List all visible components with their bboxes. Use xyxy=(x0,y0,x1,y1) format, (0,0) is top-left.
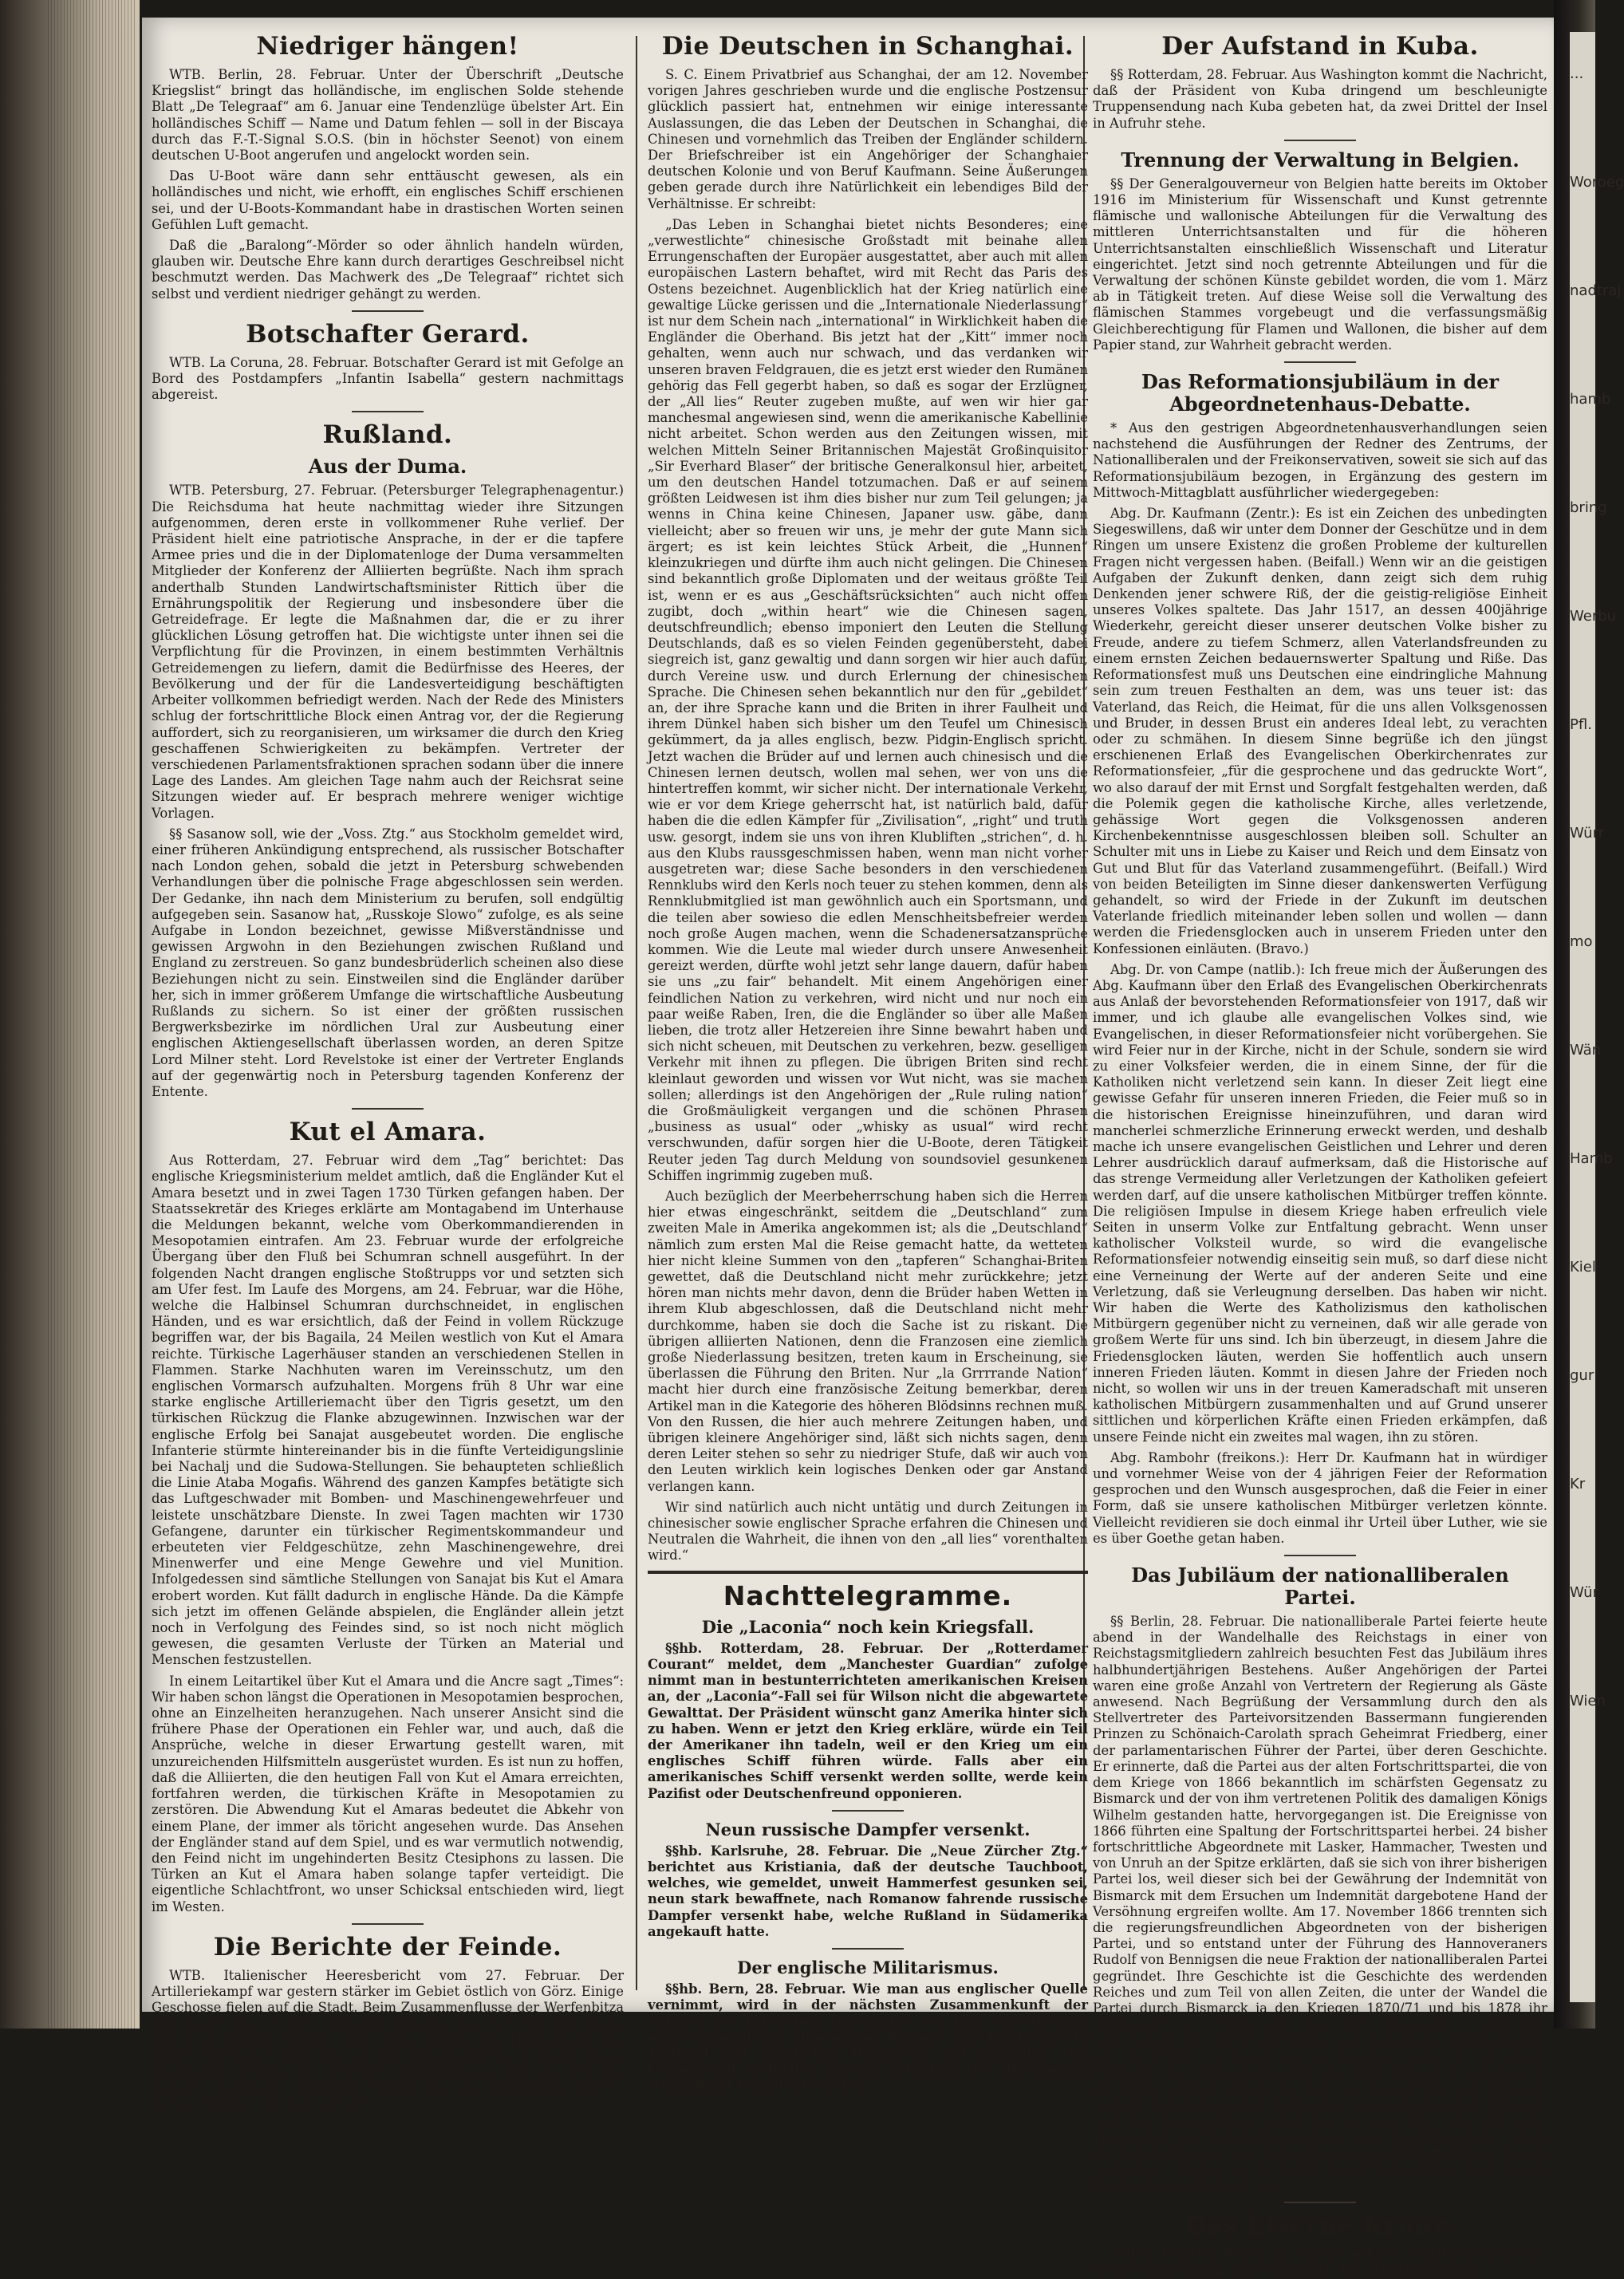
paragraph: WTB. La Coruna, 28. Februar. Botschafter Gerard ist mit Gefolge an Bord des Postdampfers „Infantin Isabella“ gestern nachmittags abgereist. xyxy=(152,354,624,403)
adjacent-page-fragment: ... xyxy=(1570,65,1584,82)
headline: Botschafter Gerard. xyxy=(246,319,530,349)
adjacent-page-fragment: Hamb xyxy=(1570,1150,1613,1167)
column-right xyxy=(1093,30,1547,2278)
headline: Das Reformationsjubiläum in der Abgeordnetenhaus-Debatte. xyxy=(1141,370,1500,416)
divider xyxy=(1284,361,1356,363)
divider xyxy=(352,1108,424,1110)
paragraph: §§hb. Bern, 28. Februar. Wie man aus englischer Quelle vernimmt, wird in der nächsten Zusammenkunft der Spitzen des britischen Imperiums der Plan zur Bildung einer einheitlichen allgemeinen Wasser-, und Landarmee in England und sämtlichen Dominions mit Einschluß von Canada und Australien auf dem Grundsatz der allgemeinen Wehrpflicht vorgelegt werden. xyxy=(648,1981,1088,2094)
headline: Das Eiserne Kreuz. xyxy=(1184,2211,1456,2241)
adjacent-page-fragment: Kiel xyxy=(1570,1259,1596,1276)
adjacent-page-fragment: Wür xyxy=(1570,1584,1598,1601)
paragraph: Abg. Dr. von Campe (natlib.): Ich freue mich der Äußerungen des Abg. Kaufmann über den Erlaß des Evangelischen Oberkirchenrats aus Anlaß der bevorstehenden Reformationsfeier von 1917, daß wir immer, und ich glaube alle evangelischen Volkes sind, wie Evangelischen, in dieser Reformationsfeier nicht vorübergehen. Sie wird Feier nur in der Kirche, nicht in der Schule, sondern sie wird zu einer Volksfeier werden, die in einem Sinne, der für die Katholiken nicht verletzend sein kann. In dieser Zeit liegt eine gewisse Gefahr für unseren inneren Frieden, die Feier muß so in die historischen Ereignisse hineinzuführen, und daran wird mancherlei schmerzliche Erinnerung erweckt werden, und deshalb mache ich unsere evangelischen Geistlichen und Lehrer und deren Lehrer ausdrücklich darauf aufmerksam, daß die Historische auf das strenge Vermeidung aller Verletzungen der Katholiken gefeiert werden darf, auf die unsere katholischen Mitbürger treffen könnte. Die religiösen Impulse in diesem Kriege haben erfreulich viele Seiten in unserm Volke zur Entfaltung gebracht. Wenn unser katholischer Volksteil wurde, so wird die evangelische Reformationsfeier notwendig einseitig sein muß, so darf diese nicht eine Verneinung der Werte auf der anderen Seite und eine Verletzung, daß sie Verleugnung derselben. Das haben wir nicht. Wir haben die Werte des Katholizismus den katholischen Mitbürgern gegenüber nicht zu verneinen, daß wir alle gerade von großem Werte für uns sind. Ich bin überzeugt, in diesem Jahre die Friedensglocken läuten, werden Sie hoffentlich auch unsern inneren Frieden läuten. Kommt in diesen Jahre der Frieden noch nicht, so wollen wir uns in der treuen Kameradschaft mit unseren katholischen Mitbürgern zusammenhalten und auf Grund unserer sittlichen und körperlichen Kräfte einen Frieden erkämpfen, daß unsere Feinde nicht ein zweites mal wagen, ihn zu stören. xyxy=(1093,961,1547,1445)
divider xyxy=(1284,2202,1356,2203)
paragraph: * Das Eiserne Kreuz 2. Klasse erhielt: Molkereiverwalter Gefr. Franz Simon aus Grafenort, Kr. Habelschwerdt. xyxy=(1093,2246,1547,2278)
paragraph: WTB. Italienischer Heeresbericht vom 27. Februar. Der Artilleriekampf war gestern stärker im Gebiet östlich von Görz. Einige Geschosse fielen auf die Stadt. Beim Zusammenflusse der Werfenbitza und des Frigido an dem östlichen Abhange des Fajti wurden unsere Linien zu nähren, wurden aber abgeschlagen. Am Nordabhang des Monte San Marco drang eine unserer Abteilungen überraschend in die feindlichen Gräben ein, zerstörte Einrichtungen und ein Teil des Feindes. Feindliche Flugzeuge warfen Bomben auf Ballone (Karst). Einige Personen wurden verletzt. xyxy=(152,1967,624,2112)
column-left xyxy=(152,30,624,2112)
headline: Das Jubiläum der nationalliberalen Partei. xyxy=(1131,1563,1509,1610)
paragraph: §§hb. Rotterdam, 28. Februar. Der „Rotterdamer Courant“ meldet, dem „Manchester Guardian“ zufolge nimmt man in bestunterrichteten amerikanischen Kreisen an, der „Laconia“-Fall sei für Wilson nicht die abgewartete Gewalttat. Der Präsident wünscht ganz Amerika hinter sich zu haben. Wenn er jetzt den Krieg erkläre, würde ein Teil der Amerikaner ihn tadeln, weil er den Krieg um ein englisches Schiff führen würde. Falls aber ein amerikanisches Schiff versenkt werden sollte, werde kein Pazifist oder Deutschenfreund opponieren. xyxy=(648,1640,1088,1801)
adjacent-page-fragment: nadtraj xyxy=(1570,282,1622,299)
headline: Die Deutschen in Schanghai. xyxy=(661,32,1074,61)
paragraph: §§ Sasanow soll, wie der „Voss. Ztg.“ aus Stockholm gemeldet wird, einer früheren Ankündigung entsprechend, als russischer Botschafter nach London gehen, sobald die jetzt in Petersburg schwebenden Verhandlungen über die polnische Frage abgeschlossen sein werden. Der Gedanke, ihn nach dem Ministerium zu berufen, soll endgültig aufgegeben sein. Sasanow hat, „Russkoje Slowo“ zufolge, es als seine Aufgabe in London bezeichnet, gewisse Mißverständnisse und gewissen Argwohn in den Beziehungen zwischen Rußland und England zu zerstreuen. So ganz bundesbrüderlich scheinen also diese Beziehungen nicht zu sein. Einstweilen sind die Engländer darüber her, sich in immer größerem Umfange die wirtschaftliche Ausbeutung Rußlands zu sichern. So ist einer der größten russischen Bergwerksbezirke im nördlichen Ural zur Ausbeutung einer englischen Aktiengesellschaft überlassen worden, an deren Spitze Lord Milner steht. Lord Revelstoke ist einer der Vertreter Englands auf der gegenwärtig noch in Petersburg tagenden Konferenz der Entente. xyxy=(152,826,624,1099)
paragraph: Das U-Boot wäre dann sehr enttäuscht gewesen, als ein holländisches und nicht, wie erhofft, ein englisches Schiff erschienen sei, und der U-Boots-Kommandant habe in drastischen Worten seinen Gefühlen Luft gemacht. xyxy=(152,168,624,232)
paragraph: Auch bezüglich der Meerbeherrschung haben sich die Herren hier etwas eingeschränkt, seitdem die „Deutschland“ zum zweiten Male in Amerika angekommen ist; als die „Deutschland“ nämlich zum ersten Mal die Reise gemacht hatte, da wetteten hier nicht kleine Summen von den „tapferen“ Schanghai-Briten gewettet, daß die Deutschland nicht mehr zurückkehre; jetzt hören man nichts mehr davon, denn die Brüder haben Wetten in ihrem Klub abgeschlossen, daß die Deutschland nicht mehr durchkomme, haben sie doch die Sache ist zu riskant. Die übrigen alliierten Nationen, denn die Franzosen eine ziemlich große Niederlassung besitzen, treten kaum in Erscheinung, sie überlassen die Führung den Briten. Nur „la Grrrrande Nation“ macht hier durch eine französische Zeitung bemerkbar, deren Artikel man in die Kategorie des höheren Blödsinns rechnen muß. Von den Russen, die hier auch mehrere Zeitungen haben, und übrigen kleinere Angehöriger sind, läßt sich nichts sagen, denn deren Leiter stehen so sehr zu niedriger Stufe, daß wir auch von den Leuten wirklich kein logisches Denken oder gar Anstand verlangen kann. xyxy=(648,1189,1088,1494)
adjacent-page-fragment: Würr xyxy=(1570,825,1605,842)
paragraph: Wir sind natürlich auch nicht untätig und durch Zeitungen in chinesischer sowie englischer Sprache erfahren die Chinesen und Neutralen die Wahrheit, die ihnen von den „all lies“ vorenthalten wird.“ xyxy=(648,1499,1088,1563)
paragraph: Aus Rotterdam, 27. Februar wird dem „Tag“ berichtet: Das englische Kriegsministerium meldet amtlich, daß die Engländer Kut el Amara besetzt und in zwei Tagen 1730 Türken gefangen haben. Der Staatssekretär des Krieges erklärte am Montagabend im Unterhause die Meldungen bekannt, welche vom Oberkommandierenden in Mesopotamien eintrafen. Am 23. Februar wurde der erfolgreiche Übergang über den Fluß bei Schumran schnell ausgeführt. In der folgenden Nacht drangen englische Stoßtrupps vor und setzten sich am Ufer fest. Im Laufe des Morgens, am 24. Februar, war die Höhe, welche die Halbinsel Schumran durchschneidet, in englischen Händen, und es war ersichtlich, daß der Feind in vollem Rückzuge begriffen war, der bis Bagaila, 24 Meilen westlich von Kut el Amara reichte. Türkische Lagerhäuser standen an verschiedenen Stellen in Flammen. Starke Nachhuten waren im Vereinsschutz, um den englischen Vormarsch aufzuhalten. Morgens früh 8 Uhr war eine starke englische Artilleriemacht über den Tigris gesetzt, um den türkischen Rückzug die Flanke abzugewinnen. Inzwischen war der englische Erfolg bei Sanajat ausgebeutet worden. Die englische Infanterie stürmte hintereinander bis in die fünfte Verteidigungslinie bei Nachalj und die Sudowa-Stellungen. Sie behaupteten schließlich die Linie Ataba Mogafis. Während des ganzen Kampfes betätigte sich das Luftgeschwader mit Bomben- und Maschinengewehrfeuer und leistete unschätzbare Dienste. In zwei Tagen machten wir 1730 Gefangene, darunter ein türkischer Regimentskommandeur und erbeuteten vier Feldgeschütze, zehn Maschinengewehre, drei Minenwerfer und eine Menge Gewehre und viel Munition. Infolgedessen sind sämtliche Stellungen von Sanajat bis Kut el Amara erobert worden. Kut fällt dadurch in englische Hände. Da die Kämpfe sich jetzt im offenen Gelände abspielen, die Engländer allein jetzt noch in Verfolgung des Feindes sind, so ist noch nicht möglich gewesen, die gesamten Verluste der Türken an Material und Menschen festzustellen. xyxy=(152,1153,624,1668)
section-rule xyxy=(648,1571,1088,1574)
headline: Trennung der Verwaltung in Belgien. xyxy=(1121,148,1520,172)
headline: Neun russische Dampfer versenkt. xyxy=(705,1819,1031,1839)
headline: Die „Laconia“ noch kein Kriegsfall. xyxy=(701,1616,1035,1637)
section-banner: Nachttelegramme. xyxy=(723,1579,1013,1611)
paragraph: Daß die „Baralong“-Mörder so oder ähnlich handeln würden, glauben wir. Deutsche Ehre kann durch derartiges Geschreibsel nicht beschmutzt werden. Das Machwerk des „De Telegraaf“ richtet sich selbst und verdient niedriger gehängt zu werden. xyxy=(152,238,624,302)
column-middle xyxy=(648,30,1088,2094)
adjacent-page-fragment: hamb xyxy=(1570,391,1611,408)
adjacent-page-fragment: bring xyxy=(1570,499,1607,516)
adjacent-page-fragment: Wän xyxy=(1570,1042,1602,1059)
adjacent-page-fragment: Kr xyxy=(1570,1476,1586,1492)
headline: Der Aufstand in Kuba. xyxy=(1161,32,1479,61)
headline: Die Berichte der Feinde. xyxy=(213,1932,562,1962)
adjacent-page-fragment: gur xyxy=(1570,1367,1594,1384)
paragraph: * Aus den gestrigen Abgeordnetenhausverhandlungen seien nachstehend die Ausführungen der Redner des Zentrums, der Nationalliberalen und der Freikonservativen, soweit sie sich auf das Reformationsjubiläum bezogen, in Ergänzung des gestern im Mittwoch-Mittagblatt ausführlicher wiedergegeben: xyxy=(1093,420,1547,500)
paragraph: WTB. Berlin, 28. Februar. Unter der Überschrift „Deutsche Kriegslist“ bringt das holländische, im englischen Solde stehende Blatt „De Telegraaf“ am 6. Januar eine Tendenzlüge übelster Art. Ein holländisches Schiff — Name und Datum fehlen — soll in der Biscaya durch das F.-T.-Signal S.O.S. (bin in höchster Seenot) von einem deutschen U-Boot angerufen und angelockt worden sein. xyxy=(152,67,624,164)
paragraph: §§ Berlin, 28. Februar. Die nationalliberale Partei feierte heute abend in der Wandelhalle des Reichstags in einer von Reichstagsmitgliedern zahlreich besuchten Fest das Jubiläum ihres halbhundertjährigen Bestehens. Außer Angehörigen der Partei waren eine große Anzahl von Vertretern der Regierung als Gäste anwesend. Nach Begrüßung der Versammlung durch den als Stellvertreter des Parteivorsitzenden Bassermann fungierenden Prinzen zu Schönaich-Carolath sprach Geheimrat Friedberg, einer der parlamentarischen Führer der Partei, über deren Geschichte. Er erinnerte, daß die Partei aus der alten Fortschrittspartei, die von dem Kriege von 1866 bekanntlich im schärfsten Gegensatz zu Bismarck und der von ihm vertretenen Politik des damaligen Königs Wilhelm gestanden hatte, hervorgegangen ist. Die Ereignisse von 1866 führten eine Spaltung der Fortschrittspartei herbei. 24 bisher fortschrittliche Abgeordnete mit Lasker, Hammacher, Twesten und von Unruh an der Spitze erklärten, daß sie sich von ihrer bisherigen Partei los, weil dieser sich bei der Gewährung der Indemnität von Bismarck mit dem Ersuchen um Indemnität dargebotene Hand der Versöhnung ergreifen wollte. Am 17. November 1866 trennten sich die regierungsfreundlichen Abgeordneten von der bisherigen Partei, und so entstand unter der Führung des Hannoveraners Rudolf von Bennigsen die neue Fraktion der nationalliberalen Partei gegründet. Ihre Geschichte ist die Geschichte des werdenden Reiches und zum Teil von allen Zeiten, die unter der Wandel die Partei durch Bismarck ja den Kriegen 1870/71 und bis 1878 ihr Stützpunkt der Regierung war. Mit Bismarcks engelitteten Umschwung der Wirtschaftspolitik eine besonders großen Einfluß auf die Politik im Reich und in Preußen übte, ist mit ihrem Eingreifen der Wirtschaftspolitik das Ende. Dieser Umschwung in der Wirtschaftspolitik brachte zwischen dem Gegenstand Bismarck und der Nationalliberalen Partei eine Gegensatz zwischen Bismarck und den Konservativen, und es kam zu einer Spaltung; und einen großen Teil der Nationalliberalen nach der Spaltung Später haben die Nationalliberalen bei Bismarck wieder sehr Beziehungen zu ihm und seinem Einfluß auf die Politik dem Fürsten Bülow nach dessen Bruch mit dem Zentrum aus. xyxy=(1093,1614,1547,2194)
divider xyxy=(352,411,424,412)
paragraph: §§ Rotterdam, 28. Februar. Aus Washington kommt die Nachricht, daß der Präsident von Kuba dringend um beschleunigte Truppensendung nach Kuba gebeten hat, da zwei Drittel der Insel in Aufruhr stehe. xyxy=(1093,67,1547,131)
divider xyxy=(1284,1555,1356,1556)
subheadline: Aus der Duma. xyxy=(308,455,467,479)
paragraph: §§hb. Karlsruhe, 28. Februar. Die „Neue Zürcher Ztg.“ berichtet aus Kristiania, daß der deutsche Tauchboot, welches, wie gemeldet, unweit Hammerfest gesunken sei, neun stark bewaffnete, nach Romanow fahrende russische Dampfer versenkt habe, welche Rußland in Südamerika angekauft hatte. xyxy=(648,1843,1088,1939)
headline: Der englische Militarismus. xyxy=(737,1957,999,1977)
divider xyxy=(352,310,424,312)
adjacent-page-strip xyxy=(1570,32,1624,2002)
headline: Niedriger hängen! xyxy=(256,32,519,61)
divider xyxy=(832,1948,904,1950)
paragraph: Abg. Dr. Kaufmann (Zentr.): Es ist ein Zeichen des unbedingten Siegeswillens, daß wir unter dem Donner der Geschütze und in dem Ringen um unsere Existenz die großen Probleme der kulturellen Fragen nicht vergessen haben. (Beifall.) Wenn wir an die geistigen Aufgaben der Zukunft denken, dann zeigt sich dem ruhig Denkenden jener schwere Riß, der die geistig-religiöse Einheit unseres Volkes spaltete. Das Jahr 1517, an dessen 400jährige Wiederkehr, gereicht dieser unserer deutschen Volke bisher zu Freude, andere zu tiefem Schmerz, allen Vaterlandsfreunden zu einem ernsten Zeichen bedauernswerter Spaltung und Riße. Das Reformationsfest muß uns Deutschen eine eindringliche Mahnung sein zum treuen Festhalten an dem, was uns teuer ist: das Vaterland, das Reich, die Heimat, für die uns allen Volksgenossen und Bruder, in dessen Brust ein anderes Ideal lebt, zu verachten oder zu schmähen. In diesem Sinne begrüße ich den jüngst erschienenen Erlaß des Evangelischen Oberkirchenrates zur Reformationsfeier, „für die gesprochene und das gedruckte Wort“, wo also darauf der mit Ernst und Sorgfalt festgehalten werden, daß die Polemik gegen die katholische Kirche, alles verletzende, gehässige Wort gegen die Volksgenossen anderen Kirchenbekenntnisse ausgeschlossen bleiben soll. Schulter an Schulter mit uns in Liebe zu Kaiser und Reich und dem Einsatz von Gut und Blut für das Vaterland zusammengeführt. (Beifall.) Wird von beiden Beteiligten im Sinne dieser dankenswerten Verfügung gehandelt, so wird der Friede in der Zukunft im deutschen Vaterlande friedlich miteinander leben sollen und wollen — dann werden die Friedensglocken auch in unserem Frieden unter den Konfessionen einläuten. (Bravo.) xyxy=(1093,506,1547,956)
headline: Rußland. xyxy=(322,420,453,450)
adjacent-page-fragment: mo xyxy=(1570,933,1593,950)
headline: Kut el Amara. xyxy=(289,1118,487,1147)
divider xyxy=(352,1923,424,1925)
paragraph: WTB. Petersburg, 27. Februar. (Petersburger Telegraphenagentur.) Die Reichsduma hat heute nachmittag wieder ihre Sitzungen aufgenommen, deren erste in vollkommener Ruhe verlief. Der Präsident hielt eine patriotische Ansprache, in der er die tapfere Armee pries und die in der Diplomatenloge der Duma versammelten Mitglieder der Konferenz der Alliierten begrüßte. Nach ihm sprach anderthalb Stunden Landwirtschaftsminister Rittich über die Ernährungspolitik der Regierung und insbesondere über die Getreidefrage. Er legte die Maßnahmen dar, die er zu ihrer glücklichen Lösung getroffen hat. Die wichtigste unter ihnen sei die Verpflichtung für die Provinzen, in einem bestimmten Verhältnis Getreidemengen zu liefern, damit die Bedürfnisse des Heeres, der Bevölkerung und der für die Landesverteidigung beschäftigten Arbeiter vollkommen befriedigt werden. Nach der Rede des Ministers schlug der fortschrittliche Block einen Antrag vor, der die Regierung auffordert, sich zu reorganisieren, um wirksamer die durch den Krieg geschaffenen Schwierigkeiten zu bekämpfen. Vertreter der verschiedenen Parlamentsfraktionen sprachen sodann über die innere Lage des Landes. Am gleichen Tage nahm auch der Reichsrat seine Sitzungen wieder auf. Er besprach mehrere weniger wichtige Vorlagen. xyxy=(152,483,624,821)
divider xyxy=(1284,140,1356,141)
paragraph: S. C. Einem Privatbrief aus Schanghai, der am 12. November vorigen Jahres geschrieben wurde und die englische Postzensur glücklich passiert hat, entnehmen wir einige interessante Auslassungen, die das Leben der Deutschen in Schanghai, die Chinesen und vornehmlich das Treiben der Engländer schildern. Der Briefschreiber ist ein Angehöriger der Schanghaier deutschen Kolonie und von Beruf Kaufmann. Seine Äußerungen geben gerade durch ihre Natürlichkeit ein lebendiges Bild der Verhältnisse. Er schreibt: xyxy=(648,67,1088,211)
paragraph: „Das Leben in Schanghai bietet nichts Besonderes; eine „verwestlichte“ chinesische Großstadt mit beinahe allen Errungenschaften der Europäer ausgestattet, aber auch mit allen europäischen Lastern behaftet, wird mit Recht das Paris des Ostens bezeichnet. Augenblicklich hat der Krieg natürlich eine gewaltige Lücke gerissen und die „Internationale Niederlassung“ ist nur dem Schein nach „international“ in Wirklichkeit haben die Engländer die Oberhand. Bis jetzt hat der „Kitt“ immer noch gehalten, wenn auch nur schwach, und das verdanken wir unseren braven Feldgrauen, die es jetzt erst wieder den Rumänen gehörig das Fell gegerbt haben, so daß es sogar der Erzlügner, der „All lies“ Reuter zugeben mußte, auf wen wir hier gar manchesmal angewiesen sind, wenn die amerikanische Kabellinie nicht arbeitet. Schon werden aus den Zeitungen wissen, mit welchen Mitteln Seiner Britannischen Majestät Großinquisitor „Sir Everhard Blaser“ der britische Generalkonsul hier, arbeitet, um den deutschen Handel totzumachen. Daß er auf seinem größten Leidwesen ist ihm dies bisher nur zum Teil gelungen; ja wenns in China keine Chinesen, Japaner usw. gäbe, dann vielleicht; aber so freuen wir uns, je mehr der gute Mann sich ärgert; es ist kein leichtes Stück Arbeit, die „Hunnen“ kleinzukriegen und dürfte ihm auch nicht gelingen. Die Chinesen sind bekanntlich große Diplomaten und der weitaus größte Teil ist, wenn er es aus „Geschäftsrücksichten“ auch nicht offen zugibt, doch „within heart“ wie die Chinesen sagen, deutschfreundlich; ebenso imponiert den Leuten die Stellung Deutschlands, daß es so vielen Feinden gegenübersteht, dabei siegreich ist, ganz gewaltig und dann sorgen wir hier auch dafür, durch Vereine usw. und durch Erlernung der chinesischen Sprache. Die Chinesen sehen bekanntlich nur den für „gebildet“ an, der ihre Sprache kann und die Briten in ihrer Faulheit und ihrem Dünkel haben sich bisher um den Teufel um Chinesisch gekümmert, da ja alles englisch, bezw. Pidgin-Englisch spricht. Jetzt wachen die Brüder auf und lernen auch chinesisch und die Chinesen lernen deutsch, wollen mal sehen, wer von uns die hintertreffen kommt, wir sicher nicht. Der internationale Verkehr, wie er vor dem Kriege geherrscht hat, ist natürlich bald, dafür haben die die edlen Kämpfer für „Zivilisation“, „right“ und truth usw. gesorgt, indem sie uns von ihren Klubliften „strichen“, d. h. aus den Klubs raussgeschmissen haben, wenn man nicht vorher ausgetreten war; diese Sache besonders in den verschiedenen Rennklubs wird den Kerls noch teuer zu stehen kommen, denn als Rennklubmitglied ist man gewöhnlich auch ein Sportsmann, und die teilen aber sowieso die edlen Menschheitsbefreier werden noch große Augen machen, wenn die Schadenersatzansprüche kommen. Wie die Leute mal wieder durch unsere Anwesenheit gereizt werden, dürfte wohl jetzt sehr lange dauern, dafür haben sie uns „zu fair“ behandelt. Mit einem Angehörigen einer feindlichen Nation zu verkehren, wird nicht und nur noch ein paar weiße Raben, Iren, die die Engländer so über alle Maßen lieben, die trotz aller Hetzereien ihre Sinne bewahrt haben und sich nicht scheuen, mit Deutschen zu verkehren, bezw. geselligen Verkehr mit ihnen zu pflegen. Die übrigen Briten sind recht kleinlaut geworden und wissen vor Wut nicht, was sie machen sollen; allerdings ist den Angehörigen der „Rule ruling nation“ die Großmäuligkeit vergangen und die schönen Phrasen „business as usual“ oder „whisky as usual“ wird recht verschwunden, dafür sorgen hier die U-Boote, deren Tätigkeit Reuter jeden Tag durch Meldung von soundsoviel gesunkenen Schiffen ingrimmig zugeben muß. xyxy=(648,216,1088,1183)
adjacent-page-fragment: Wien xyxy=(1570,1693,1606,1709)
column-rule xyxy=(636,36,637,1990)
adjacent-page-fragment: Werbu xyxy=(1570,608,1617,625)
adjacent-page-fragment: Woroeg xyxy=(1570,174,1624,191)
adjacent-page-fragment: Pfl. xyxy=(1570,716,1592,733)
divider xyxy=(832,1810,904,1812)
paragraph: Abg. Rambohr (freikons.): Herr Dr. Kaufmann hat in würdiger und vornehmer Weise von der 4 jährigen Feier der Reformation gesprochen und den Wunsch ausgesprochen, daß die Feier in einer Form, daß sie unsere katholischen Mitbürger verletzen könnte. Vielleicht revidieren sie doch einmal ihr Urteil über Luther, wie sie es über Goethe getan haben. xyxy=(1093,1449,1547,1546)
page-stack-lines xyxy=(48,0,136,2029)
paragraph: §§ Der Generalgouverneur von Belgien hatte bereits im Oktober 1916 im Ministerium für Wissenschaft und Kunst getrennte flämische und wallonische Abteilungen für die Verwaltung des mittleren Unterrichtsanstalten und für die höheren Unterrichtsanstalten einschließlich Wissenschaft und Literatur eingerichtet. Jetzt sind noch getrennte Abteilungen und für die Verwaltung der schönen Künste gebildet worden, die vom 1. März ab in Tätigkeit treten. Auf diese Weise soll die Verwaltung des flämischen Stammes vorgebeugt und die verfassungsmäßig Gleichberechtigung für Flamen und Wallonen, die bisher auf dem Papier stand, zur Wahrheit gebracht werden. xyxy=(1093,175,1547,353)
paragraph: In einem Leitartikel über Kut el Amara und die Ancre sagt „Times“: Wir haben schon längst die Operationen in Mesopotamien besprochen, ohne an Einzelheiten heranzugehen. Nach unserer Ansicht sind die frühere Phase der Operationen ein Fehler war, und auch, daß die Ansprüche, welche in dieser Erwartung gestellt waren, mit unzureichenden Hilfsmitteln ausgerüstet wurden. Es ist nun zu hoffen, daß die Alliierten, die den heutigen Fall von Kut el Amara erreichten, fortfahren werden, die türkischen Kräfte in Mesopotamien zu zerstören. Die Abwendung Kut el Amaras bedeutet die Abkehr von einem Plane, der immer als töricht angesehen wurde. Das Ansehen der Engländer stand auf dem Spiel, und es war vermutlich notwendig, den Feind nicht im ungehinderten Besitz Ctesiphons zu lassen. Die Türken an Kut el Amara haben solange tapfer verteidigt. Die eigentliche Schlachtfront, wo unser Schicksal entschieden wird, liegt im Westen. xyxy=(152,1673,624,1914)
